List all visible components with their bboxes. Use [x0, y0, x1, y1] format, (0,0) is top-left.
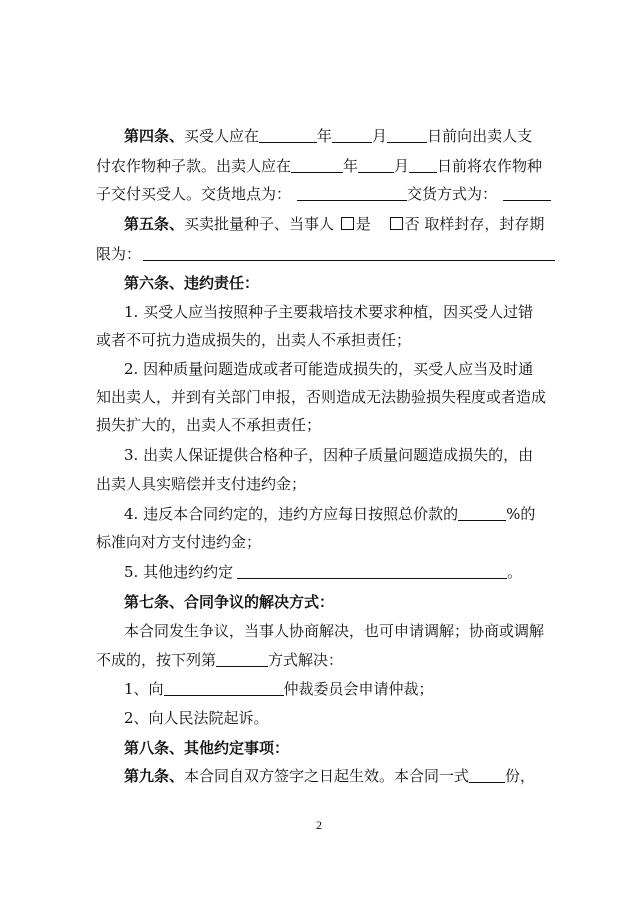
- sealed-sample-yes-checkbox[interactable]: [341, 217, 354, 230]
- article-5-line-1: 第五条、买卖批量种子、当事人 是 否 取样封存，封存期: [124, 215, 545, 233]
- article-6-item-2-line-1: 2. 因种质量问题造成或者可能造成损失的，买受人应当及时通: [124, 360, 534, 378]
- payment-day-blank[interactable]: [387, 126, 427, 143]
- article-5-heading: 第五条、: [124, 215, 185, 233]
- sealed-sample-no-checkbox[interactable]: [390, 217, 403, 230]
- article-7-heading: 第七条、合同争议的解决方式：: [124, 593, 335, 611]
- article-7-line-1: 本合同发生争议，当事人协商解决，也可申请调解；协商或调解: [124, 622, 545, 640]
- article-6-heading: 第六条、违约责任：: [124, 274, 260, 292]
- article-6-item-4-line-2: 标准向对方支付违约金；: [96, 533, 262, 551]
- delivery-day-blank[interactable]: [409, 156, 437, 173]
- penalty-rate-blank[interactable]: [458, 504, 506, 521]
- article-6-item-3-line-1: 3. 出卖人保证提供合格种子，因种子质量问题造成损失的，由: [124, 446, 534, 464]
- article-9-line-1: 第九条、本合同自双方签字之日起生效。本合同一式 份，: [124, 767, 536, 785]
- payment-month-blank[interactable]: [332, 126, 372, 143]
- article-4-line-3: 子交付买受人。交货地点为： 交货方式为：: [96, 182, 548, 206]
- other-breach-terms-blank[interactable]: [237, 562, 507, 579]
- article-6-item-4-line-1: 4. 违反本合同约定的，违约方应每日按照总价款的 %的: [124, 505, 536, 523]
- article-4-line-2: 付农作物种子款。出卖人应在 年 月 日前将农作物种: [96, 157, 543, 175]
- payment-year-blank[interactable]: [259, 126, 317, 143]
- delivery-year-blank[interactable]: [291, 156, 343, 173]
- article-5-line-2: 限为：: [96, 242, 548, 266]
- arbitration-committee-blank[interactable]: [164, 679, 284, 696]
- article-7-option-2: 2、向人民法院起诉。: [124, 709, 269, 727]
- article-6-item-1-line-1: 1. 买受人应当按照种子主要栽培技术要求种植，因买受人过错: [124, 303, 534, 321]
- article-7-line-2: 不成的，按下列第 方式解决：: [96, 651, 344, 669]
- delivery-month-blank[interactable]: [358, 156, 394, 173]
- article-6-item-1-line-2: 或者不可抗力造成损失的，出卖人不承担责任；: [96, 331, 412, 349]
- article-9-heading: 第九条、: [124, 767, 185, 785]
- article-6-item-2-line-2: 知出卖人，并到有关部门申报，否则造成无法勘验损失程度或者造成: [96, 388, 547, 406]
- delivery-place-blank[interactable]: [297, 184, 407, 201]
- copies-count-blank[interactable]: [469, 766, 505, 783]
- article-4-heading: 第四条、: [124, 127, 185, 145]
- article-4-line-1: 第四条、买受人应在 年 月 日前向出卖人支: [124, 127, 533, 145]
- article-6-item-3-line-2: 出卖人具实赔偿并支付违约金；: [96, 475, 307, 493]
- delivery-method-blank[interactable]: [503, 184, 551, 201]
- article-8-heading: 第八条、其他约定事项：: [124, 739, 290, 757]
- sealing-period-blank[interactable]: [143, 244, 555, 261]
- page-number: 2: [316, 818, 322, 832]
- dispute-option-blank[interactable]: [216, 650, 268, 667]
- article-6-item-2-line-3: 损失扩大的，出卖人不承担责任；: [96, 416, 322, 434]
- article-7-option-1: 1、向 仲裁委员会申请仲裁；: [124, 680, 434, 698]
- article-6-item-5: 5. 其他违约约定 。: [124, 563, 523, 581]
